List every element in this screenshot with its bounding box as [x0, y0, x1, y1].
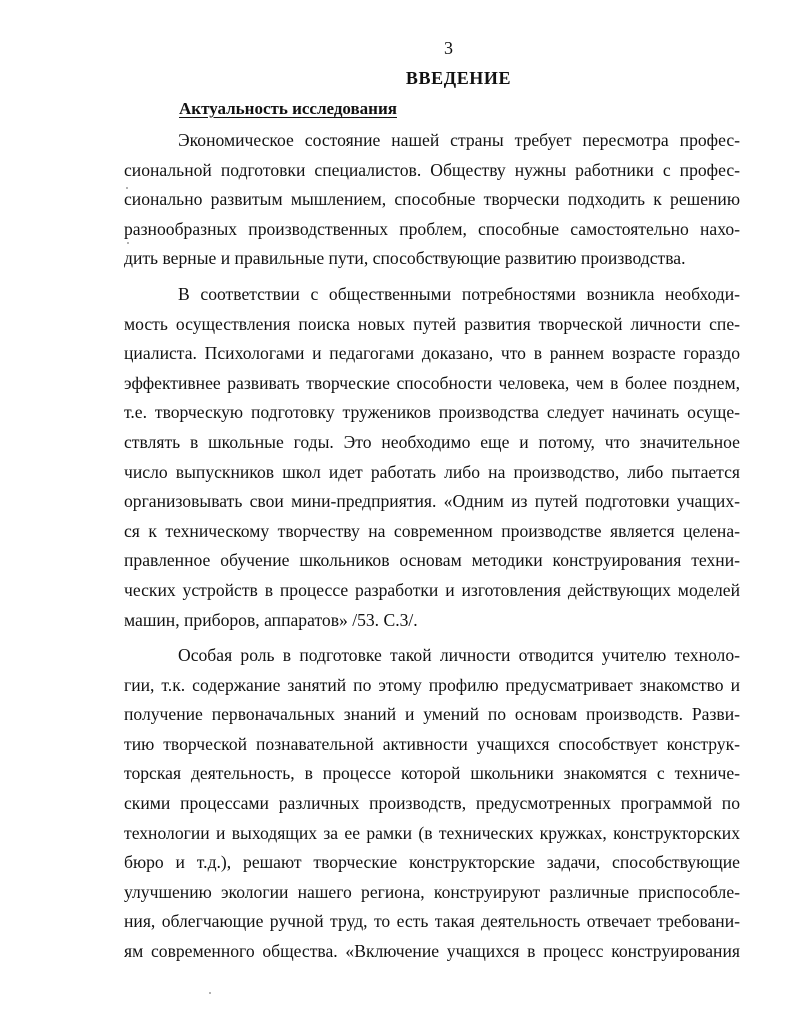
text-line: ствлять в школьные годы. Это необходимо еще и потому, что значительное: [124, 431, 740, 452]
text-line: машин, приборов, аппаратов» /53. С.3/.: [124, 609, 418, 630]
text-line: циалиста. Психологами и педагогами доказано, что в раннем возрасте гораздо: [124, 343, 740, 364]
text-line: правленное обучение школьников основам методики конструирования техни-: [124, 550, 740, 571]
text-line: торская деятельность, в процессе которой школьники знакомятся с техниче-: [124, 763, 740, 784]
text-line: мость осуществления поиска новых путей развития творческой личности спе-: [124, 313, 740, 334]
text-line: тию творческой познавательной активности учащихся способствует конструк-: [124, 733, 740, 754]
text-line: Экономическое состояние нашей страны требует пересмотра профес-: [178, 130, 740, 150]
text-line: т.е. творческую подготовку тружеников производства следует начинать осуще-: [124, 402, 740, 423]
paragraph-3: [124, 641, 740, 967]
text-line: бюро и т.д.), решают творческие конструкторские задачи, способствующие: [124, 852, 740, 873]
text-line: скими процессами различных производств, предусмотренных программой по: [124, 793, 740, 814]
text-line: сионально развитым мышлением, способные творчески подходить к решению: [124, 189, 740, 210]
text-line: организовывать свои мини-предприятия. «Одним из путей подготовки учащих-: [124, 491, 740, 512]
text-line: дить верные и правильные пути, способствующие развитию производства.: [124, 248, 686, 269]
text-line: Особая роль в подготовке такой личности отводится учителю техноло-: [178, 645, 740, 666]
scan-speck: [127, 242, 129, 244]
text-line: ческих устройств в процессе разработки и изготовления действующих моделей: [124, 579, 740, 600]
paragraph-1: [124, 126, 740, 274]
paragraph-2: [124, 280, 740, 635]
scan-speck: [209, 992, 211, 994]
section-title: ВВЕДЕНИЕ: [405, 68, 512, 88]
text-line: ся к техническому творчеству на современном производстве является целена-: [124, 520, 740, 541]
section-subtitle: Актуальность исследования: [179, 99, 397, 118]
text-line: ям современного общества. «Включение учащихся в процесс конструирования: [124, 941, 740, 962]
body-text: [124, 126, 740, 967]
text-line: улучшению экологии нашего региона, конструируют различные приспособле-: [124, 881, 740, 902]
text-line: получение первоначальных знаний и умений по основам производств. Разви-: [124, 704, 740, 725]
text-line: сиональной подготовки специалистов. Обществу нужны работники с профес-: [124, 159, 740, 180]
text-line: число выпускников школ идет работать либо на производство, либо пытается: [124, 461, 740, 482]
text-line: В соответствии с общественными потребностями возникла необходи-: [178, 283, 740, 304]
page-number: 3: [444, 38, 453, 58]
text-line: эффективнее развивать творческие способности человека, чем в более позднем,: [124, 372, 740, 393]
text-line: технологии и выходящих за ее рамки (в технических кружках, конструкторских: [124, 822, 740, 843]
text-line: разнообразных производственных проблем, способные самостоятельно нахо-: [124, 218, 740, 239]
text-line: гии, т.к. содержание занятий по этому профилю предусматривает знакомство и: [124, 674, 740, 695]
text-line: ния, облегчающие ручной труд, то есть такая деятельность отвечает требовани-: [124, 911, 740, 932]
scan-speck: [126, 187, 128, 189]
